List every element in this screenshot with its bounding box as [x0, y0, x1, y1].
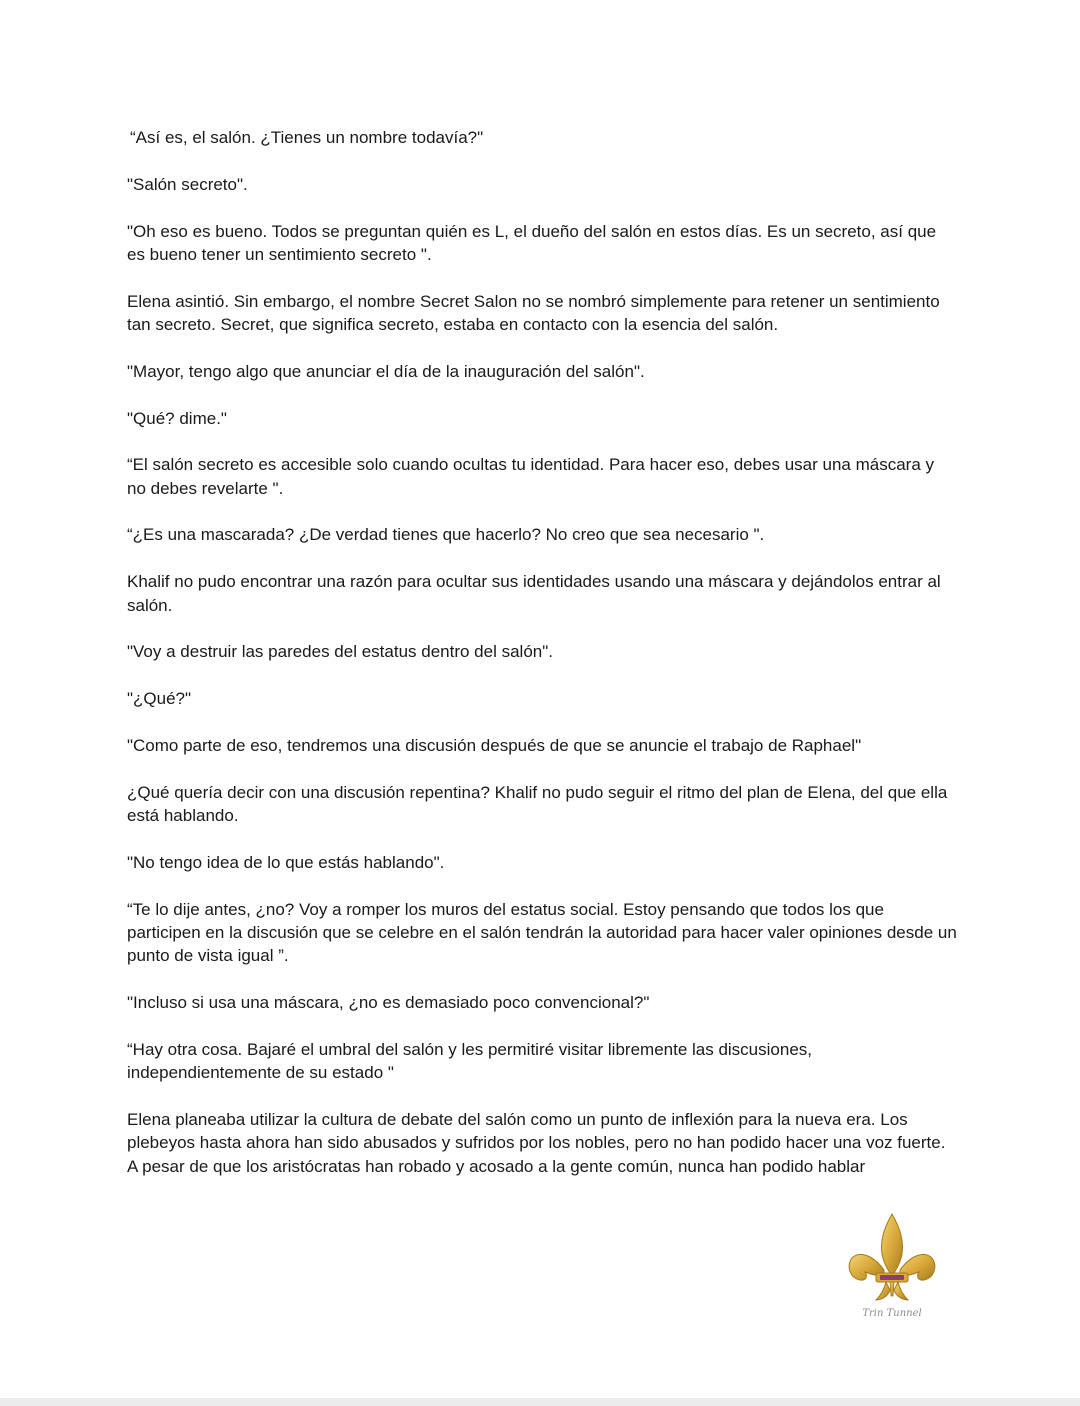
- paragraph: "Incluso si usa una máscara, ¿no es demasiado poco convencional?": [127, 993, 650, 1013]
- paragraph: "¿Qué?": [127, 689, 192, 709]
- paragraph: “Hay otra cosa. Bajaré el umbral del salón y les permitiré visitar libremente las discusiones, independientemente de su estado ": [127, 1039, 813, 1083]
- paragraph: Elena asintió. Sin embargo, el nombre Secret Salon no se nombró simplemente para retener un sentimiento tan secreto. Secret, que significa secreto, estaba en contacto con la esencia del salón.: [127, 291, 940, 334]
- paragraph: "Oh eso es bueno. Todos se preguntan quién es L, el dueño del salón en estos días. Es un secreto, así que es bueno tener un sentimiento secreto ".: [127, 221, 937, 264]
- paragraph: Elena planeaba utilizar la cultura de debate del salón como un punto de inflexión para la nueva era. Los plebeyos hasta ahora han sido abusados y sufridos por los nobles, pero no han podido hacer una voz fuerte. A pesar de que los aristócratas han robado y acosado a la gente común, nunca han podido hablar: [127, 1109, 946, 1176]
- bottom-bar: [0, 1398, 1080, 1406]
- paragraph: "Salón secreto".: [127, 174, 248, 194]
- paragraph: ¿Qué quería decir con una discusión repentina? Khalif no pudo seguir el ritmo del plan de Elena, del que ella está hablando.: [127, 782, 948, 826]
- paragraph: "Qué? dime.": [127, 408, 227, 428]
- paragraph: “Te lo dije antes, ¿no? Voy a romper los muros del estatus social. Estoy pensando que todos los que participen en la discusión que se celebre en el salón tendrán la autoridad para hacer valer opiniones desde un punto de vista igual ”.: [127, 899, 957, 966]
- paragraph: “Así es, el salón. ¿Tienes un nombre todavía?": [130, 128, 484, 147]
- document-body: [127, 126, 957, 1201]
- paragraph: "Como parte de eso, tendremos una discusión después de que se anuncie el trabajo de Raphael": [127, 735, 862, 755]
- logo-signature: Trin Tunnel: [862, 1308, 922, 1319]
- paragraph: “¿Es una mascarada? ¿De verdad tienes que hacerlo? No creo que sea necesario ".: [127, 525, 765, 545]
- paragraph: Khalif no pudo encontrar una razón para ocultar sus identidades usando una máscara y dejándolos entrar al salón.: [127, 572, 941, 615]
- fleur-de-lis-icon: [846, 1210, 938, 1325]
- paragraph: "Voy a destruir las paredes del estatus dentro del salón".: [127, 642, 553, 662]
- paragraph: "Mayor, tengo algo que anunciar el día de la inauguración del salón".: [127, 361, 645, 381]
- paragraph: "No tengo idea de lo que estás hablando".: [127, 852, 445, 872]
- paragraph: “El salón secreto es accesible solo cuando ocultas tu identidad. Para hacer eso, debes usar una máscara y no debes revelarte ".: [127, 455, 935, 498]
